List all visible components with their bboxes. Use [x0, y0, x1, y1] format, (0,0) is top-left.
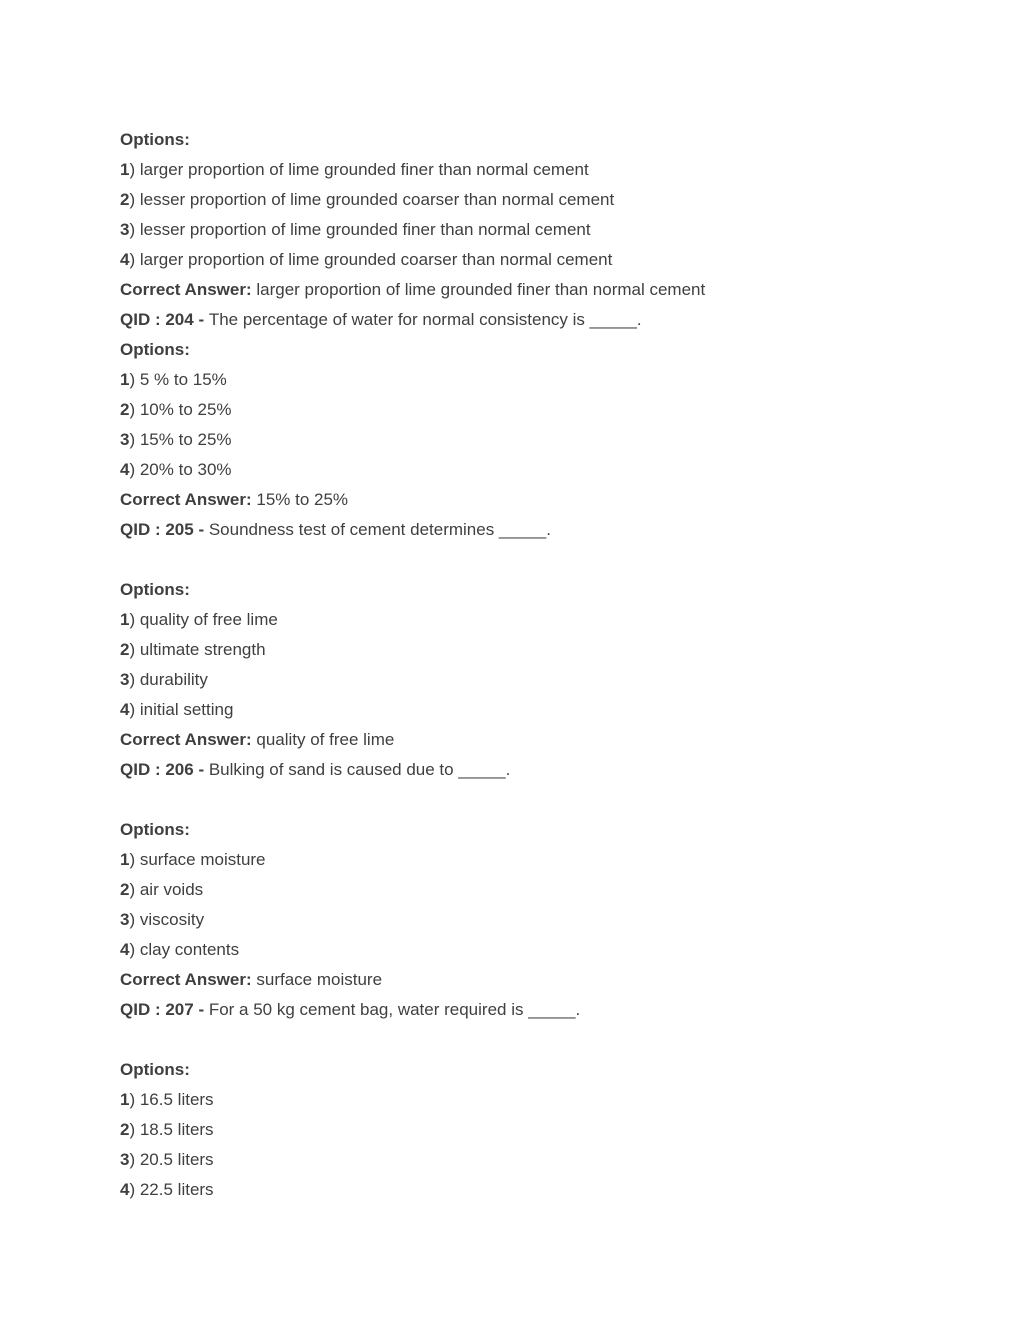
qid-prefix: QID :: [120, 1000, 166, 1019]
qid-number: 206: [165, 760, 194, 779]
correct-answer-text: quality of free lime: [251, 730, 395, 749]
option-number: 4: [120, 1180, 130, 1199]
options-heading: Options:: [120, 580, 190, 599]
document-page: [120, 125, 980, 1205]
correct-answer-label: Correct Answer:: [120, 730, 252, 749]
correct-answer-line: [120, 485, 980, 515]
option-item: [120, 215, 980, 245]
option-text: ) viscosity: [129, 910, 205, 929]
option-text: ) 22.5 liters: [129, 1180, 214, 1199]
option-item: [120, 635, 980, 665]
option-item: [120, 695, 980, 725]
question-text: Bulking of sand is caused due to _____.: [208, 760, 511, 779]
option-text: ) lesser proportion of lime grounded finer than normal cement: [129, 220, 591, 239]
blank-line: [120, 1025, 980, 1055]
option-number: 2: [120, 1120, 130, 1139]
blank-line: [120, 545, 980, 575]
options-heading: Options:: [120, 340, 190, 359]
options-heading: Options:: [120, 1060, 190, 1079]
option-text: ) 10% to 25%: [129, 400, 232, 419]
option-text: ) ultimate strength: [129, 640, 266, 659]
option-item: [120, 1115, 980, 1145]
option-text: ) clay contents: [129, 940, 240, 959]
correct-answer-label: Correct Answer:: [120, 970, 252, 989]
option-item: [120, 665, 980, 695]
option-text: ) surface moisture: [129, 850, 266, 869]
qid-separator: -: [193, 520, 209, 539]
option-item: [120, 425, 980, 455]
question-line: [120, 755, 980, 785]
option-number: 2: [120, 640, 130, 659]
question-line: [120, 305, 980, 335]
option-number: 2: [120, 400, 130, 419]
blank-line: [120, 785, 980, 815]
qid-prefix: QID :: [120, 760, 166, 779]
option-item: [120, 1085, 980, 1115]
option-item: [120, 1145, 980, 1175]
correct-answer-label: Correct Answer:: [120, 490, 252, 509]
option-number: 1: [120, 370, 130, 389]
option-text: ) lesser proportion of lime grounded coarser than normal cement: [129, 190, 615, 209]
option-item: [120, 245, 980, 275]
option-item: [120, 155, 980, 185]
option-text: ) larger proportion of lime grounded coarser than normal cement: [129, 250, 613, 269]
qid-separator: -: [193, 760, 209, 779]
option-text: ) 15% to 25%: [129, 430, 232, 449]
correct-answer-line: [120, 965, 980, 995]
option-number: 3: [120, 220, 130, 239]
option-number: 1: [120, 1090, 130, 1109]
correct-answer-text: surface moisture: [251, 970, 383, 989]
correct-answer-line: [120, 725, 980, 755]
question-text: For a 50 kg cement bag, water required is _____.: [208, 1000, 581, 1019]
option-number: 3: [120, 670, 130, 689]
qid-separator: -: [193, 1000, 209, 1019]
question-text: Soundness test of cement determines _____.: [208, 520, 551, 539]
qid-number: 207: [165, 1000, 194, 1019]
option-number: 2: [120, 880, 130, 899]
option-item: [120, 875, 980, 905]
option-number: 3: [120, 910, 130, 929]
option-number: 4: [120, 940, 130, 959]
option-number: 2: [120, 190, 130, 209]
option-item: [120, 935, 980, 965]
option-text: ) 20.5 liters: [129, 1150, 214, 1169]
option-item: [120, 365, 980, 395]
question-line: [120, 995, 980, 1025]
correct-answer-line: [120, 275, 980, 305]
option-text: ) initial setting: [129, 700, 234, 719]
option-text: ) 5 % to 15%: [129, 370, 227, 389]
option-number: 1: [120, 160, 130, 179]
qid-number: 205: [165, 520, 194, 539]
option-item: [120, 605, 980, 635]
option-text: ) 20% to 30%: [129, 460, 232, 479]
option-number: 3: [120, 430, 130, 449]
option-number: 4: [120, 700, 130, 719]
qid-separator: -: [193, 310, 209, 329]
option-number: 1: [120, 610, 130, 629]
option-item: [120, 395, 980, 425]
correct-answer-text: larger proportion of lime grounded finer than normal cement: [251, 280, 706, 299]
option-item: [120, 185, 980, 215]
option-item: [120, 1175, 980, 1205]
option-item: [120, 845, 980, 875]
option-text: ) quality of free lime: [129, 610, 278, 629]
options-heading: Options:: [120, 820, 190, 839]
option-number: 3: [120, 1150, 130, 1169]
option-text: ) air voids: [129, 880, 204, 899]
option-number: 1: [120, 850, 130, 869]
options-heading: Options:: [120, 130, 190, 149]
correct-answer-text: 15% to 25%: [251, 490, 349, 509]
question-line: [120, 515, 980, 545]
qid-number: 204: [165, 310, 194, 329]
option-item: [120, 905, 980, 935]
option-text: ) 18.5 liters: [129, 1120, 214, 1139]
correct-answer-label: Correct Answer:: [120, 280, 252, 299]
option-number: 4: [120, 460, 130, 479]
option-text: ) 16.5 liters: [129, 1090, 214, 1109]
option-text: ) durability: [129, 670, 208, 689]
question-text: The percentage of water for normal consistency is _____.: [208, 310, 642, 329]
qid-prefix: QID :: [120, 310, 166, 329]
option-item: [120, 455, 980, 485]
option-number: 4: [120, 250, 130, 269]
qid-prefix: QID :: [120, 520, 166, 539]
option-text: ) larger proportion of lime grounded finer than normal cement: [129, 160, 589, 179]
